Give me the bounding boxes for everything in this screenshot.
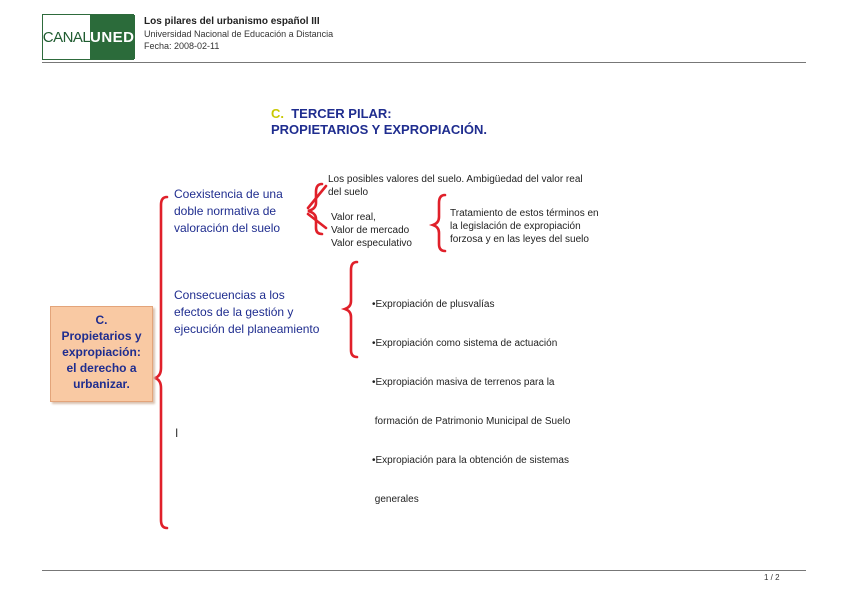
branch2-heading	[174, 287, 319, 338]
bullet-sistema-actuacion: •Expropiación como sistema de actuación	[372, 338, 558, 349]
slide-title-letter: C.	[271, 106, 284, 121]
slide-title-line1	[271, 106, 487, 122]
bullet-sistemas-generales-cont: generales	[372, 494, 419, 505]
branch2-brace	[345, 262, 357, 357]
value-mercado: Valor de mercado	[331, 225, 410, 236]
page-number: 1 / 2	[764, 573, 780, 582]
institution-name: Universidad Nacional de Educación a Distancia	[144, 29, 334, 39]
treatment-note	[450, 207, 630, 246]
branch1-heading	[174, 186, 283, 237]
branch2-line2: efectos de la gestión y	[174, 305, 294, 319]
treatment-line1: Tratamiento de estos términos en	[450, 208, 599, 219]
treatment-line3: forzosa y en las leyes del suelo	[450, 234, 589, 245]
document-title: Los pilares del urbanismo español III	[144, 16, 320, 27]
branch1-note	[328, 173, 628, 199]
document-date: Fecha: 2008-02-11	[144, 41, 220, 51]
slide-title	[271, 106, 487, 138]
branch2-line3: ejecución del planeamiento	[174, 322, 320, 336]
slide-title-text: TERCER PILAR:	[291, 106, 392, 121]
topic-box-line5: urbanizar.	[73, 377, 130, 391]
footer-divider	[42, 570, 806, 571]
branch2-bullets	[372, 272, 622, 519]
bullet-plusvalias: •Expropiación de plusvalías	[372, 299, 495, 310]
value-especulativo: Valor especulativo	[331, 238, 412, 249]
logo-canal-text: CANAL	[43, 15, 90, 59]
branch1-line2: doble normativa de	[174, 204, 277, 218]
topic-box-line2: Propietarios y	[61, 329, 142, 343]
topic-box-line3: expropiación:	[62, 345, 141, 359]
values-brace	[433, 195, 445, 251]
topic-box	[50, 306, 153, 402]
branch1-note-line1: Los posibles valores del suelo. Ambigüedad del valor real	[328, 174, 583, 185]
slide-title-line2: PROPIETARIOS Y EXPROPIACIÓN.	[271, 122, 487, 137]
topic-box-line1: C.	[95, 313, 108, 327]
branch1-note-line2: del suelo	[328, 187, 369, 198]
bullet-sistemas-generales: •Expropiación para la obtención de sistemas	[372, 455, 569, 466]
bullet-expropiacion-masiva: •Expropiación masiva de terrenos para la	[372, 377, 555, 388]
values-list	[331, 211, 412, 250]
logo-uned-text: UNED	[90, 15, 135, 59]
treatment-line2: la legislación de expropiación	[450, 221, 581, 232]
branch3-marker: I	[175, 426, 179, 440]
bullet-expropiacion-masiva-cont: formación de Patrimonio Municipal de Suelo	[372, 416, 571, 427]
branch2-line1: Consecuencias a los	[174, 288, 285, 302]
topic-box-line4: el derecho a	[66, 361, 137, 375]
value-real: Valor real,	[331, 212, 376, 223]
branch1-line3: valoración del suelo	[174, 221, 281, 235]
branch1-line1: Coexistencia de una	[174, 187, 283, 201]
main-brace	[155, 197, 167, 528]
